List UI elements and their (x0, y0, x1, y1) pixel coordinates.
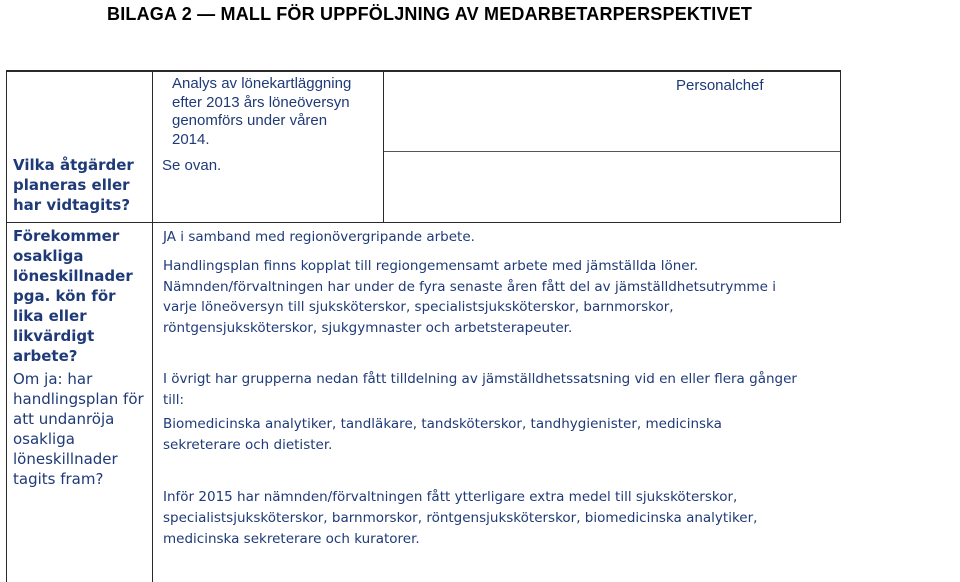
table-border-top (6, 70, 841, 72)
answer-yes-line: JA i samband med regionövergripande arbete. (163, 229, 475, 245)
analysis-action-text: Analys av lönekartläggning efter 2013 års löneöversyn genomförs under våren 2014. (172, 75, 352, 148)
column-divider-2 (383, 70, 384, 223)
document-title: BILAGA 2 — MALL FÖR UPPFÖLJNING AV MEDARBETARPERSPEKTIVET (107, 4, 753, 24)
row-divider-1 (6, 222, 841, 223)
column-divider-1 (152, 70, 153, 582)
answer-2015-paragraph: Inför 2015 har nämnden/förvaltningen fått ytterligare extra medel till sjuksköterskor, specialistsjuksköterskor, barnmorskor, röntgensjuksköterskor, biomedicinska analytiker, medicinska sekreterare och kuratorer. (163, 489, 758, 547)
table-border-left (6, 70, 7, 582)
answer-other-groups-paragraph: I övrigt har grupperna nedan fått tilldelning av jämställdhetssatsning vid en eller flera gånger till: (163, 371, 797, 408)
answer-handlingsplan-paragraph: Handlingsplan finns kopplat till regiongemensamt arbete med jämställda löner. Nämnden/förvaltningen har under de fyra senaste åren fått del av jämställdhetsutrymme i varje löneöversyn till sjuksköterskor, specialistsjuksköterskor, barnmorskor, röntgensjuksköterskor, sjukgymnaster och arbetsterapeuter. (163, 258, 777, 336)
responsible-role: Personalchef (676, 77, 764, 94)
question-pay-gaps-label: Förekommer osakliga löneskillnader pga. kön för lika eller likvärdigt arbete? (13, 227, 133, 365)
question-actions-label: Vilka åtgärder planeras eller har vidtagits? (13, 156, 134, 214)
header-underline (384, 151, 840, 152)
see-above-text: Se ovan. (162, 157, 222, 174)
question-action-plan-note: Om ja: har handlingsplan för att undanröja osakliga löneskillnader tagits fram? (13, 370, 144, 488)
table-border-right (840, 70, 841, 223)
answer-groups-list: Biomedicinska analytiker, tandläkare, tandsköterskor, tandhygienister, medicinska sekreterare och dietister. (163, 416, 722, 453)
